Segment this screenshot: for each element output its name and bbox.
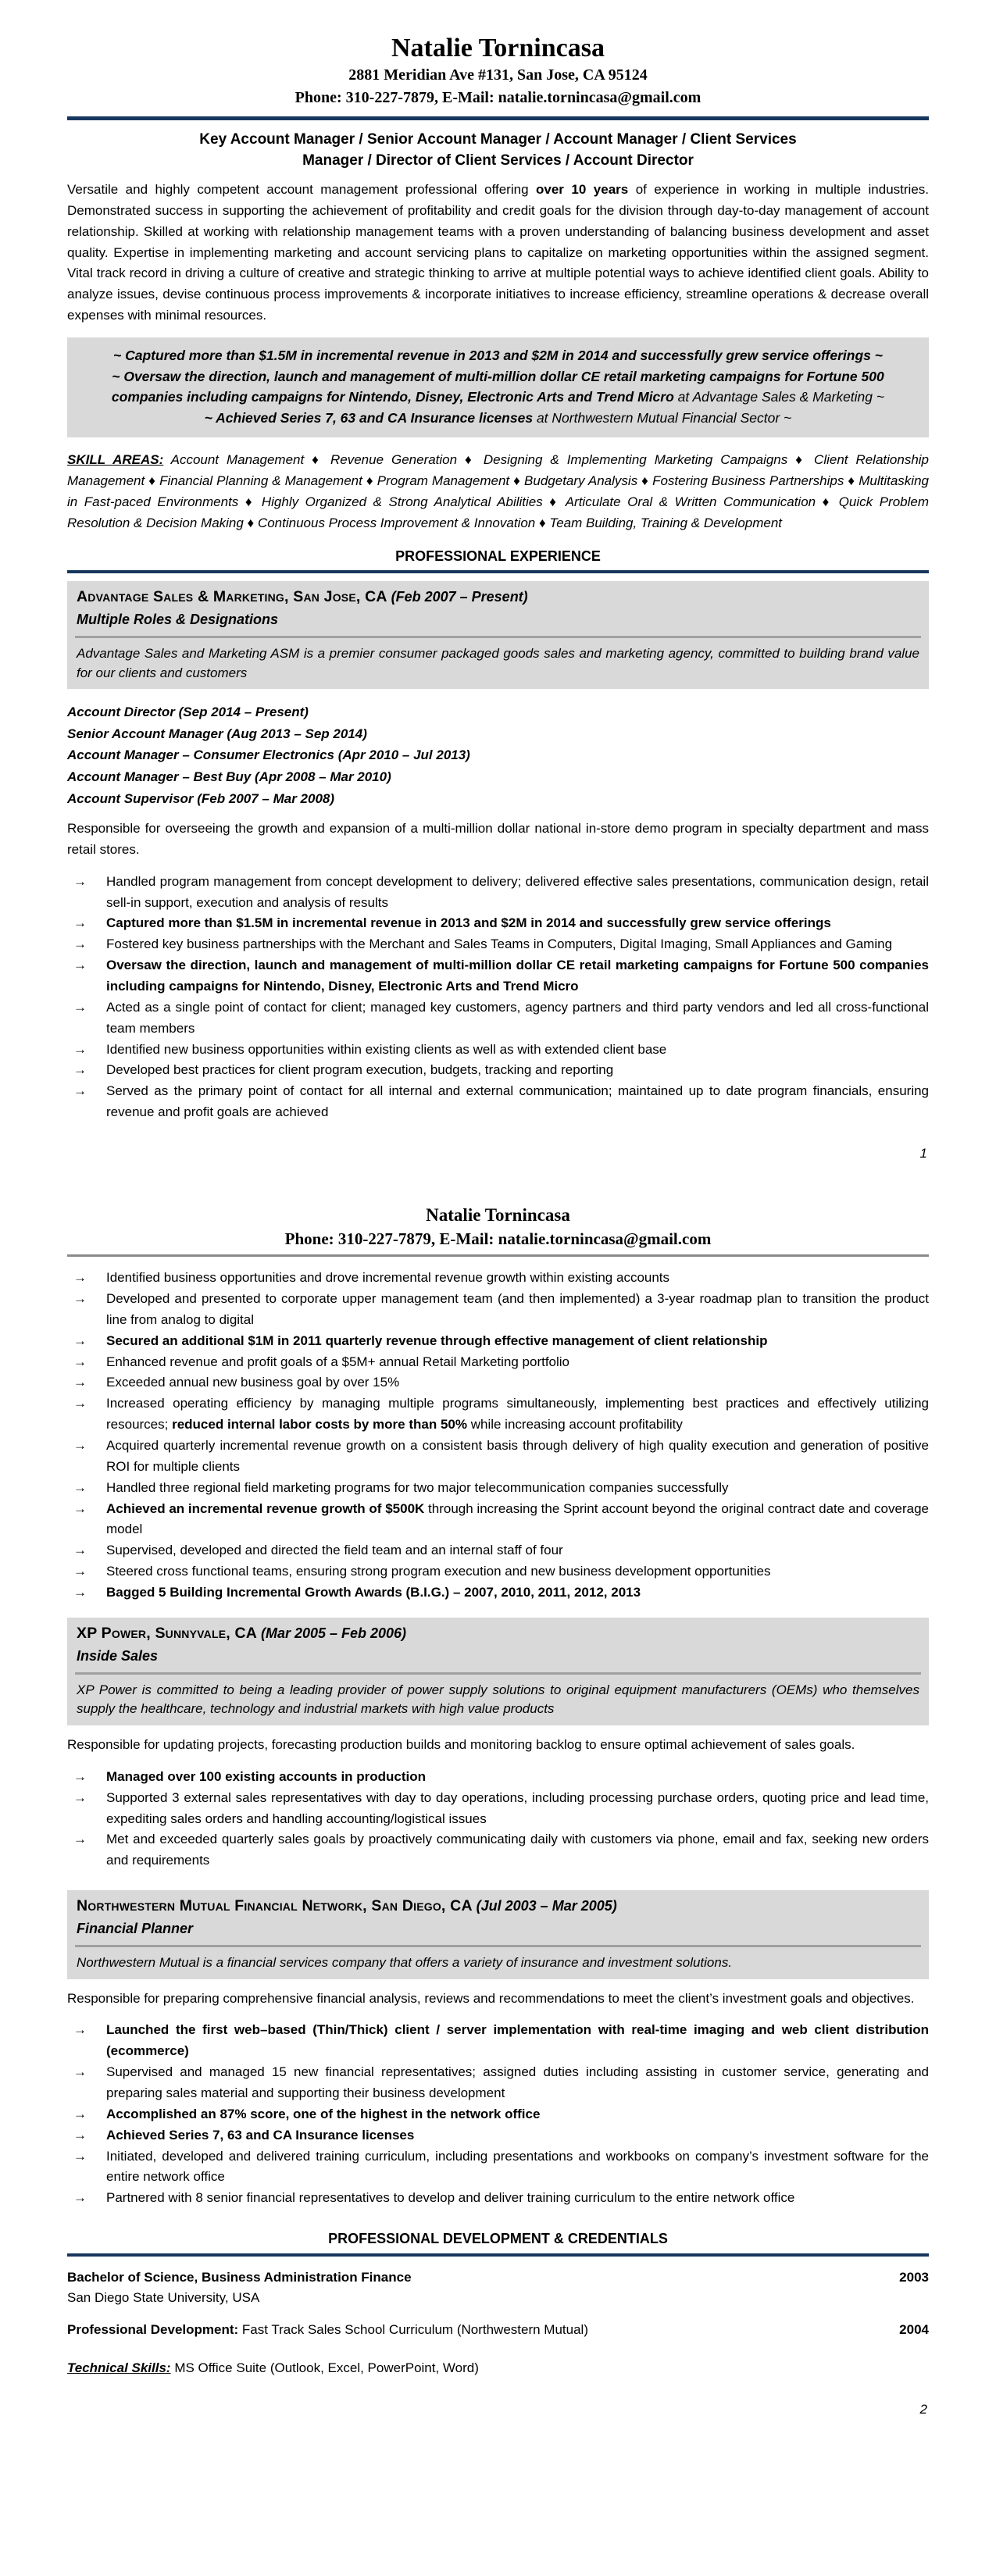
job-bullet-list (67, 1767, 929, 1871)
bullet-item (67, 1352, 929, 1373)
position-history-item: Account Manager – Best Buy (Apr 2008 – Mar 2010) (67, 769, 391, 784)
bullet-text (106, 1767, 929, 1788)
text-run: ~ Captured more than $1.5M in incremental revenue in 2013 and $2M in 2014 and successfully grew service offerings ~ (113, 348, 883, 364)
arrow-bullet-icon: → (73, 1062, 87, 1078)
bullet-item (67, 2020, 929, 2062)
candidate-contact: Phone: 310-227-7879, E-Mail: natalie.tornincasa@gmail.com (284, 1229, 712, 1248)
achievement-3 (86, 408, 910, 429)
bullet-item (67, 1582, 929, 1604)
job-intro-paragraph: Responsible for overseeing the growth and expansion of a multi-million dollar national in-store demo program in specialty department and mass retail stores. (67, 821, 929, 857)
bullet-text: Handled program management from concept development to delivery; delivered effective sales presentations, communication design, retail sell-in support, execution and analysis of results (106, 873, 929, 910)
bullet-item (67, 955, 929, 997)
arrow-bullet-icon: → (73, 873, 87, 889)
headline-line-2: Manager / Director of Client Services / Account Director (302, 152, 694, 169)
text-run: ~ Oversaw the direction, launch and management of multi-million dollar CE retail marketing campaigns for Fortune 500 companies including campaigns for Nintendo, Disney, Electronic Arts and Trend Micro (111, 368, 884, 405)
job-intro-paragraph: Responsible for updating projects, forecasting production builds and monitoring backlog to ensure optimal achievement of sales goals. (67, 1736, 855, 1752)
bullet-text (106, 1393, 929, 1436)
resume-page-2 (0, 1204, 996, 2421)
bullet-item (67, 872, 929, 914)
bullet-text (106, 1582, 929, 1604)
arrow-bullet-icon: → (73, 2106, 87, 2121)
bullet-item (67, 1540, 929, 1561)
job-block-divider (75, 1672, 921, 1675)
arrow-bullet-icon: → (73, 1083, 87, 1099)
bullet-text (106, 913, 929, 934)
job-dates: (Jul 2003 – Mar 2005) (476, 1898, 617, 1914)
text-run: SKILL AREAS: (67, 452, 164, 468)
text-run: Oversaw the direction, launch and management of multi-million dollar CE retail marketing campaigns for Fortune 500 companies including campaigns for Nintendo, Disney, Electronic Arts and Trend Micro (106, 958, 929, 994)
bullet-item (67, 2188, 929, 2209)
text-run: Bachelor of Science, Business Administration Finance (67, 2269, 412, 2285)
candidate-address: 2881 Meridian Ave #131, San Jose, CA 95124 (348, 66, 648, 84)
bullet-text: Developed best practices for client program execution, budgets, tracking and reporting (106, 1062, 614, 1078)
bullet-text: Acquired quarterly incremental revenue growth on a consistent basis through delivery of high quality execution and generation of positive ROI for multiple clients (106, 1437, 929, 1474)
text-run: MS Office Suite (Outlook, Excel, PowerPoint, Word) (170, 2360, 479, 2376)
technical-skills (67, 2358, 929, 2379)
bullet-text: Identified business opportunities and drove incremental revenue growth within existing accounts (106, 1270, 670, 1286)
company-blurb: Advantage Sales and Marketing ASM is a premier consumer packaged goods sales and marketing agency, committed to building brand value for our clients and customers (77, 646, 919, 680)
headline (67, 130, 929, 172)
bullet-item (67, 1788, 929, 1830)
company-name: Advantage Sales & Marketing, San Jose, CA (77, 588, 391, 606)
headline-line-1: Key Account Manager / Senior Account Manager / Account Manager / Client Services (199, 131, 797, 148)
text-run: Secured an additional $1M in 2011 quarterly revenue through effective management of client relationship (106, 1333, 768, 1348)
text-run: Account Management ♦ Revenue Generation ♦ Designing & Implementing Marketing Campaigns ♦ Client Relationship Management ♦ Financial Planning & Management ♦ Program Management ♦ Budgetary Analysis ♦ Fostering Business Partnerships ♦ Multitasking in Fast-paced Environments ♦ Highly Organized & Strong Analytical Abilities ♦ Articulate Oral & Written Communication ♦ Quick Problem Resolution & Decision Making ♦ Continuous Process Improvement & Innovation ♦ Team Building, Training & Development (67, 452, 930, 530)
text-run: through increasing the Sprint account beyond the original contract date and coverage model (106, 1500, 929, 1537)
degree-year: 2003 (899, 2269, 929, 2285)
job-company-line (77, 1622, 919, 1646)
arrow-bullet-icon: → (73, 2064, 87, 2080)
text-run: while increasing account profitability (466, 1417, 683, 1432)
job-block-divider (75, 636, 921, 638)
credentials-section-heading: PROFESSIONAL DEVELOPMENT & CREDENTIALS (328, 2231, 668, 2247)
arrow-bullet-icon: → (73, 2148, 87, 2164)
key-achievements-block (67, 337, 929, 437)
job-header-xp-power (67, 1618, 929, 1725)
text-run: reduced internal labor costs by more than 50% (172, 1417, 467, 1432)
bullet-text: Initiated, developed and delivered training curriculum, including presentations and workbooks on company’s investment software for the entire network office (106, 2148, 929, 2185)
bullet-item (67, 1268, 929, 1289)
arrow-bullet-icon: → (73, 999, 87, 1015)
company-name: XP Power, Sunnyvale, CA (77, 1624, 261, 1642)
job-role: Financial Planner (77, 1920, 194, 1936)
bullet-item (67, 2125, 929, 2146)
credential-row-degree (67, 2267, 929, 2289)
header-divider (67, 1254, 929, 1257)
achievement-2 (86, 366, 910, 408)
job-dates: (Feb 2007 – Present) (391, 589, 528, 605)
bullet-text: Supervised, developed and directed the field team and an internal staff of four (106, 1543, 563, 1558)
candidate-name: Natalie Tornincasa (391, 34, 605, 62)
arrow-bullet-icon: → (73, 1500, 87, 1516)
text-run: Technical Skills: (67, 2360, 171, 2376)
experience-section-heading: PROFESSIONAL EXPERIENCE (395, 548, 601, 564)
arrow-bullet-icon: → (73, 1270, 87, 1286)
bullet-text: Developed and presented to corporate upper management team (and then implemented) a 3-year roadmap plan to transition the product line from analog to digital (106, 1290, 929, 1327)
text-run: Launched the first web–based (Thin/Thick) client / server implementation with real-time imaging and web client distribution (ecommerce) (106, 2022, 929, 2059)
bullet-item (67, 1767, 929, 1788)
arrow-bullet-icon: → (73, 1041, 87, 1057)
bullet-text: Exceeded annual new business goal by over 15% (106, 1375, 400, 1390)
candidate-name: Natalie Tornincasa (426, 1204, 570, 1225)
degree-title (67, 2267, 412, 2289)
arrow-bullet-icon: → (73, 1333, 87, 1348)
job-intro-paragraph: Responsible for preparing comprehensive financial analysis, reviews and recommendations to meet the client’s investment goals and objectives. (67, 1990, 915, 2006)
bullet-item (67, 1393, 929, 1436)
bullet-text: Acted as a single point of contact for client; managed key customers, agency partners and third party vendors and led all cross-functional team members (106, 999, 929, 1036)
text-run: Achieved Series 7, 63 and CA Insurance licenses (106, 2127, 415, 2143)
bullet-item (67, 2062, 929, 2104)
credential-row-professional-development (67, 2320, 929, 2341)
arrow-bullet-icon: → (73, 1789, 87, 1805)
header-divider (67, 116, 929, 120)
job-header-northwestern (67, 1890, 929, 1978)
text-run: Achieved an incremental revenue growth of $500K (106, 1500, 425, 1516)
arrow-bullet-icon: → (73, 2022, 87, 2038)
text-run: Captured more than $1.5M in incremental revenue in 2013 and $2M in 2014 and successfully grew service offerings (106, 915, 831, 931)
job-role: Multiple Roles & Designations (77, 612, 279, 628)
bullet-text (106, 1499, 929, 1541)
bullet-text: Identified new business opportunities within existing clients as well as with extended client base (106, 1041, 667, 1057)
professional-development (67, 2320, 588, 2341)
bullet-item (67, 997, 929, 1040)
position-history-item: Senior Account Manager (Aug 2013 – Sep 2014) (67, 726, 367, 741)
bullet-item (67, 934, 929, 955)
arrow-bullet-icon: → (73, 937, 87, 952)
bullet-item (67, 1372, 929, 1393)
credentials-section-divider (67, 2253, 929, 2257)
bullet-item (67, 1499, 929, 1541)
page-number: 2 (919, 2402, 927, 2417)
bullet-item (67, 2146, 929, 2189)
position-history-item: Account Director (Sep 2014 – Present) (67, 705, 309, 720)
bullet-text: Handled three regional field marketing programs for two major telecommunication companies successfully (106, 1479, 729, 1495)
text-run: ~ Achieved Series 7, 63 and CA Insurance licenses (204, 409, 534, 426)
arrow-bullet-icon: → (73, 1437, 87, 1453)
arrow-bullet-icon: → (73, 958, 87, 973)
text-run: at Northwestern Mutual Financial Sector ~ (533, 409, 792, 426)
arrow-bullet-icon: → (73, 1375, 87, 1390)
arrow-bullet-icon: → (73, 1585, 87, 1600)
bullet-text: Enhanced revenue and profit goals of a $5M+ annual Retail Marketing portfolio (106, 1354, 570, 1369)
summary-paragraph (67, 180, 929, 326)
position-history-item: Account Supervisor (Feb 2007 – Mar 2008) (67, 790, 335, 806)
position-history-item: Account Manager – Consumer Electronics (Apr 2010 – Jul 2013) (67, 747, 470, 763)
bullet-item (67, 1829, 929, 1871)
job-header-advantage (67, 581, 929, 689)
text-run: at Advantage Sales & Marketing ~ (673, 389, 885, 405)
bullet-text (106, 2104, 929, 2125)
bullet-item (67, 1331, 929, 1352)
arrow-bullet-icon: → (73, 1354, 87, 1369)
arrow-bullet-icon: → (73, 1832, 87, 1847)
arrow-bullet-icon: → (73, 1396, 87, 1411)
skill-areas-paragraph (67, 450, 929, 533)
company-blurb: Northwestern Mutual is a financial services company that offers a variety of insurance and investment solutions. (77, 1954, 733, 1970)
arrow-bullet-icon: → (73, 1768, 87, 1784)
bullet-item (67, 1289, 929, 1331)
professional-development-year: 2004 (899, 2322, 929, 2338)
bullet-item (67, 1478, 929, 1499)
bullet-text: Steered cross functional teams, ensuring strong program execution and new business development opportunities (106, 1564, 771, 1579)
text-run: Bagged 5 Building Incremental Growth Awards (B.I.G.) – 2007, 2010, 2011, 2012, 2013 (106, 1585, 641, 1600)
page-number: 1 (919, 1146, 927, 1161)
bullet-item (67, 913, 929, 934)
company-name: Northwestern Mutual Financial Network, San Diego, CA (77, 1897, 477, 1915)
candidate-contact: Phone: 310-227-7879, E-Mail: natalie.tornincasa@gmail.com (295, 89, 701, 107)
bullet-item (67, 2104, 929, 2125)
text-run: Accomplished an 87% score, one of the highest in the network office (106, 2106, 541, 2121)
achievement-1 (86, 345, 910, 366)
bullet-item (67, 1040, 929, 1061)
text-run: over 10 years (536, 182, 629, 198)
bullet-text: Fostered key business partnerships with the Merchant and Sales Teams in Computers, Digital Imaging, Small Appliances and Gaming (106, 937, 893, 952)
text-run: Fast Track Sales School Curriculum (Northwestern Mutual) (241, 2322, 588, 2338)
position-history-list (67, 701, 929, 809)
job-company-line (77, 585, 919, 609)
resume-page-1 (0, 33, 996, 1165)
text-run: Increased operating efficiency by managing multiple programs simultaneously, implementing best practices and effectively utilizing resources; (106, 1396, 929, 1432)
text-run: of experience in working in multiple industries. Demonstrated success in supporting the achievement of profitability and credit goals for the division through day-to-day management of account relationship. Skilled at working with relationship management teams with a proven understanding of balancing business development and asset quality. Expertise in implementing marketing and account servicing plans to capitalize on marketing opportunities within the assigned segment. Vital track record in driving a culture of creative and strategic thinking to arrive at multiple potential ways to achieve identified client goals. Ability to analyze issues, devise continuous process improvements & incorporate initiatives to increase efficiency, streamline operations & decrease overall expenses with minimal resources. (67, 182, 930, 323)
arrow-bullet-icon: → (73, 1479, 87, 1495)
text-run: Versatile and highly competent account management professional offering (67, 182, 537, 198)
bullet-text (106, 1331, 929, 1352)
bullet-text: Partnered with 8 senior financial representatives to develop and deliver training curriculum to the entire network office (106, 2190, 795, 2206)
arrow-bullet-icon: → (73, 2127, 87, 2143)
arrow-bullet-icon: → (73, 2190, 87, 2206)
bullet-text: Supported 3 external sales representatives with day to day operations, including processing purchase orders, quoting price and lead time, expediting sales orders and handling accounting/logistical issues (106, 1789, 929, 1826)
bullet-item (67, 1060, 929, 1081)
job-role: Inside Sales (77, 1647, 159, 1664)
arrow-bullet-icon: → (73, 915, 87, 931)
arrow-bullet-icon: → (73, 1564, 87, 1579)
bullet-text: Supervised and managed 15 new financial representatives; assigned duties including assisting in customer service, generating and preparing sales material and supporting their business development (106, 2064, 929, 2100)
degree-school: San Diego State University, USA (67, 2290, 260, 2306)
bullet-item (67, 1081, 929, 1123)
arrow-bullet-icon: → (73, 1543, 87, 1558)
job-bullet-list-continued (67, 1268, 929, 1604)
text-run: Professional Development: (67, 2322, 242, 2338)
bullet-text: Met and exceeded quarterly sales goals by proactively communicating daily with customers via phone, email and fax, seeking new orders and requirements (106, 1832, 929, 1868)
bullet-text (106, 2125, 929, 2146)
job-dates: (Mar 2005 – Feb 2006) (260, 1625, 407, 1641)
job-company-line (77, 1894, 919, 1918)
job-block-divider (75, 1945, 921, 1947)
job-bullet-list (67, 872, 929, 1123)
experience-section-divider (67, 570, 929, 573)
bullet-item (67, 1436, 929, 1478)
text-run: Managed over 100 existing accounts in production (106, 1768, 427, 1784)
page-break-gap (0, 1165, 996, 1204)
job-bullet-list (67, 2020, 929, 2209)
bullet-text (106, 955, 929, 997)
bullet-text (106, 2020, 929, 2062)
bullet-item (67, 1561, 929, 1582)
company-blurb: XP Power is committed to being a leading provider of power supply solutions to original equipment manufacturers (OEMs) who themselves supply the healthcare, technology and industrial markets with high value products (77, 1682, 919, 1717)
bullet-text: Served as the primary point of contact for all internal and external communication; maintained up to date program financials, ensuring revenue and profit goals are achieved (106, 1083, 929, 1120)
arrow-bullet-icon: → (73, 1290, 87, 1306)
